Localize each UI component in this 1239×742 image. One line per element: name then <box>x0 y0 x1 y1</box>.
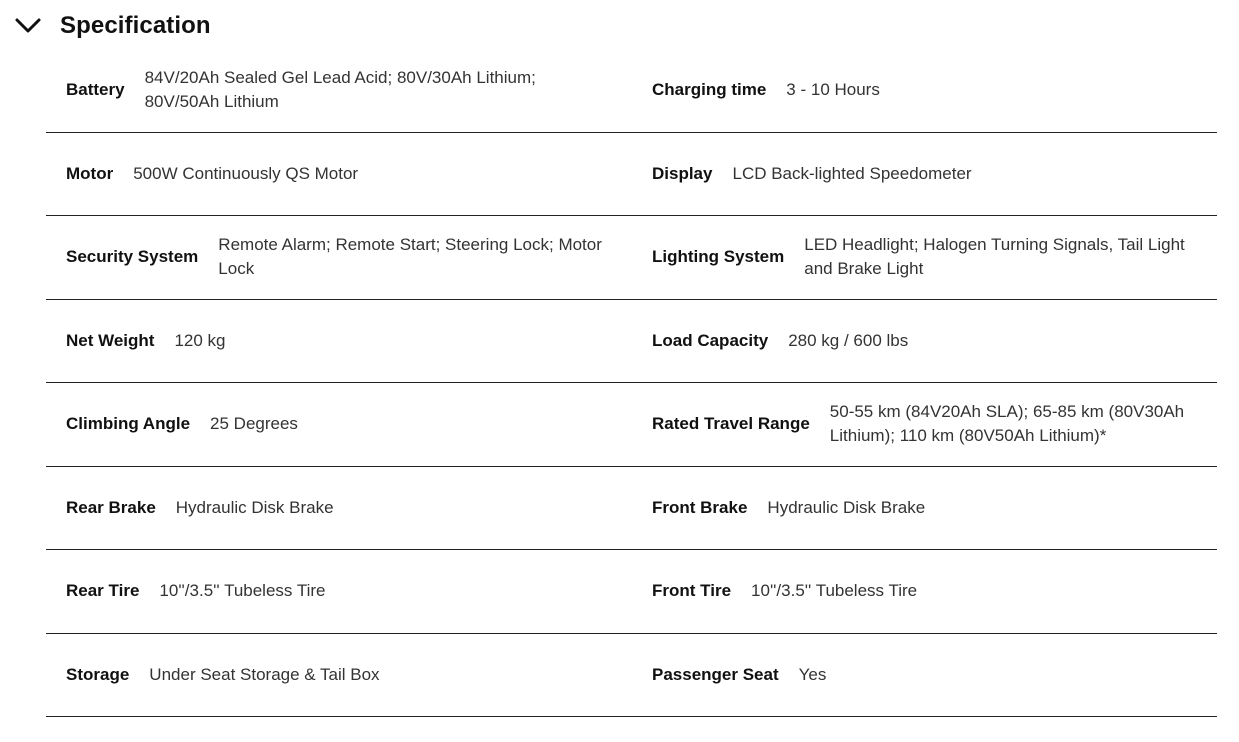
spec-value: Yes <box>798 664 827 684</box>
spec-item-rated-travel-range <box>632 383 1217 466</box>
spec-label: Front Brake <box>652 497 748 517</box>
spec-item-net-weight <box>46 300 632 383</box>
spec-item-display <box>632 133 1217 216</box>
spec-value: 10''/3.5'' Tubeless Tire <box>751 581 918 601</box>
spec-value: 25 Degrees <box>210 414 298 434</box>
spec-item-passenger-seat <box>632 634 1217 717</box>
spec-label: Lighting System <box>652 247 785 267</box>
spec-row <box>46 216 1217 300</box>
spec-label: Rated Travel Range <box>652 414 810 434</box>
spec-item-motor <box>46 133 632 216</box>
spec-label: Load Capacity <box>652 330 769 350</box>
spec-row <box>46 634 1217 718</box>
spec-label: Front Tire <box>652 581 732 601</box>
section-title: Specification <box>60 12 211 39</box>
spec-row <box>46 49 1217 133</box>
spec-item-rear-tire <box>46 550 632 633</box>
spec-value: 84V/20Ah Sealed Gel Lead Acid; 80V/30Ah Lithium; 80V/50Ah Lithium <box>144 68 536 112</box>
spec-label: Rear Brake <box>66 497 156 517</box>
spec-value: 50-55 km (84V20Ah SLA); 65-85 km (80V30Ah Lithium); 110 km (80V50Ah Lithium)* <box>829 402 1185 446</box>
spec-label: Climbing Angle <box>66 414 191 434</box>
spec-value: Hydraulic Disk Brake <box>767 497 926 517</box>
spec-label: Display <box>652 163 713 183</box>
spec-item-charging-time <box>632 49 1217 132</box>
spec-value: LED Headlight; Halogen Turning Signals, Tail Light and Brake Light <box>804 235 1185 279</box>
spec-label: Battery <box>66 80 125 100</box>
spec-item-rear-brake <box>46 467 632 550</box>
spec-value: Hydraulic Disk Brake <box>175 497 334 517</box>
spec-row <box>46 133 1217 217</box>
spec-label: Rear Tire <box>66 581 140 601</box>
spec-row <box>46 383 1217 467</box>
spec-value: LCD Back-lighted Speedometer <box>732 163 972 183</box>
spec-value: 500W Continuously QS Motor <box>133 163 359 183</box>
spec-value: 10''/3.5'' Tubeless Tire <box>159 581 326 601</box>
spec-item-front-brake <box>632 467 1217 550</box>
spec-item-climbing-angle <box>46 383 632 466</box>
spec-row <box>46 550 1217 634</box>
spec-item-front-tire <box>632 550 1217 633</box>
spec-label: Security System <box>66 247 199 267</box>
spec-value: 120 kg <box>174 330 226 350</box>
spec-value: Under Seat Storage & Tail Box <box>149 664 380 684</box>
spec-label: Storage <box>66 664 130 684</box>
specification-toggle[interactable] <box>14 8 211 44</box>
spec-table <box>46 49 1217 717</box>
spec-item-load-capacity <box>632 300 1217 383</box>
spec-item-storage <box>46 634 632 717</box>
spec-row <box>46 300 1217 384</box>
spec-label: Net Weight <box>66 330 155 350</box>
spec-value: 3 - 10 Hours <box>786 80 880 100</box>
spec-label: Motor <box>66 163 114 183</box>
spec-value: Remote Alarm; Remote Start; Steering Lock; Motor Lock <box>218 235 602 279</box>
chevron-down-icon[interactable] <box>14 12 42 40</box>
spec-item-security-system <box>46 216 632 299</box>
spec-item-battery <box>46 49 632 132</box>
spec-row <box>46 467 1217 551</box>
spec-label: Charging time <box>652 80 767 100</box>
spec-label: Passenger Seat <box>652 664 779 684</box>
spec-item-lighting-system <box>632 216 1217 299</box>
spec-value: 280 kg / 600 lbs <box>788 330 909 350</box>
